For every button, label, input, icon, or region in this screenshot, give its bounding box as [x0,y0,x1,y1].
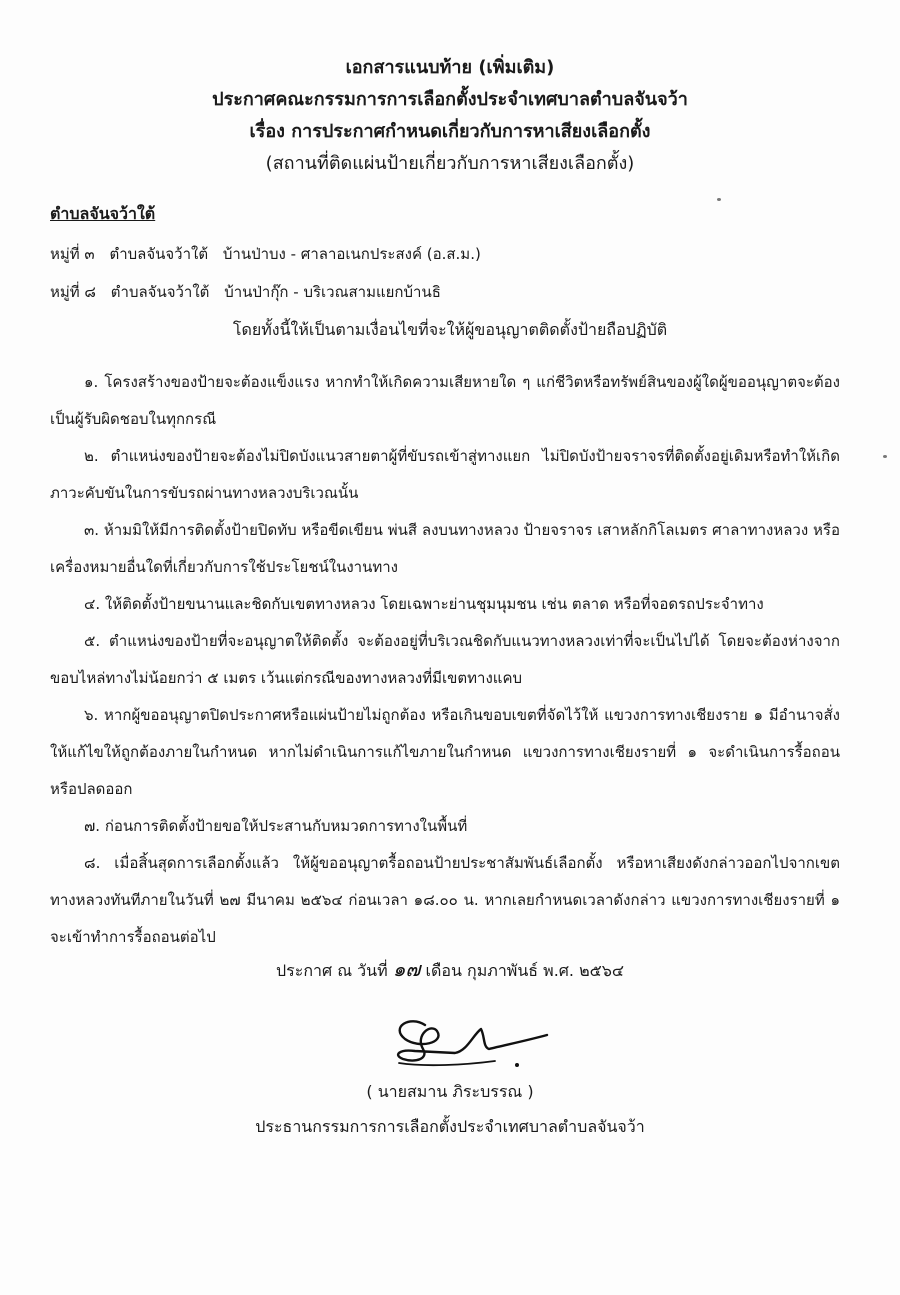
document-header [60,52,840,180]
header-attachment-title: เอกสารแนบท้าย (เพิ่มเติม) [345,57,555,78]
section-title-tambon: ตำบลจันจว้าใต้ [50,204,156,223]
scan-speck [717,198,721,201]
condition-item: ๖. หากผู้ขออนุญาตปิดประกาศหรือแผ่นป้ายไม่ถูกต้อง หรือเกินขอบเขตที่จัดไว้ให้ แขวงการทางเชียงราย ๑ มีอำนาจสั่งให้แก้ไขให้ถูกต้องภายในกำหนด หากไม่ดำเนินการแก้ไขภายในกำหนด แขวงการทางเชียงรายที่ ๑ จะดำเนินการรื้อถอน หรือปลดออก [50,706,840,798]
announcement-date [60,953,840,985]
condition-item: ๕. ตำแหน่งของป้ายที่จะอนุญาตให้ติดตั้ง จะต้องอยู่ที่บริเวณชิดกับแนวทางหลวงเท่าที่จะเป็นไปได้ โดยจะต้องห่างจากขอบไหล่ทางไม่น้อยกว่า ๕ เมตร เว้นแต่กรณีของทางหลวงที่มีเขตทางแคบ [50,632,840,687]
scan-speck [883,455,887,458]
condition-item: ๗. ก่อนการติดตั้งป้ายขอให้ประสานกับหมวดการทางในพื้นที่ [84,817,468,835]
condition-item: ๒. ตำแหน่งของป้ายจะต้องไม่ปิดบังแนวสายตาผู้ที่ขับรถเข้าสู่ทางแยก ไม่ปิดบังป้ายจราจรที่ติดตั้งอยู่เดิมหรือทำให้เกิดภาวะคับขันในการขับรถผ่านทางหลวงบริเวณนั้น [50,447,840,502]
header-announcement-title: ประกาศคณะกรรมการการเลือกตั้งประจำเทศบาลตำบลจันจว้า [212,89,688,110]
signer-name: ( นายสมาน ภิระบรรณ ) [366,1082,534,1101]
village-place: บ้านป่าบง - ศาลาอเนกประสงค์ (อ.ส.ม.) [222,245,481,263]
handwritten-day: ๑๗ [392,957,421,981]
village-moo: หมู่ที่ ๘ [50,283,97,301]
announcement-prefix: ประกาศ ณ วันที่ [275,961,388,980]
header-subject: เรื่อง การประกาศกำหนดเกี่ยวกับการหาเสียงเลือกตั้ง [249,121,651,142]
announcement-suffix: เดือน กุมภาพันธ์ พ.ศ. ๒๕๖๔ [425,961,625,980]
village-tambon: ตำบลจันจว้าใต้ [110,283,210,301]
condition-item: ๓. ห้ามมิให้มีการติดตั้งป้ายปิดทับ หรือขีดเขียน พ่นสี ลงบนทางหลวง ป้ายจราจร เสาหลักกิโลเมตร ศาลาทางหลวง หรือเครื่องหมายอื่นใดที่เกี่ยวกับการใช้ประโยชน์ในงานทาง [50,521,840,576]
condition-item: ๑. โครงสร้างของป้ายจะต้องแข็งแรง หากทำให้เกิดความเสียหายใด ๆ แก่ชีวิตหรือทรัพย์สินของผู้ใดผู้ขออนุญาตจะต้องเป็นผู้รับผิดชอบในทุกกรณี [50,373,840,428]
village-place: บ้านป่ากุ๊ก - บริเวณสามแยกบ้านธิ [224,283,441,301]
signature [385,1005,555,1075]
conditions-list [50,364,840,956]
condition-item: ๘. เมื่อสิ้นสุดการเลือกตั้งแล้ว ให้ผู้ขออนุญาตรื้อถอนป้ายประชาสัมพันธ์เลือกตั้ง หรือหาเสียงดังกล่าวออกไปจากเขตทางหลวงทันทีภายในวันที่ ๒๗ มีนาคม ๒๕๖๔ ก่อนเวลา ๑๘.๐๐ น. หากเลยกำหนดเวลาดังกล่าว แขวงการทางเชียงรายที่ ๑ จะเข้าทำการรื้อถอนต่อไป [50,854,840,946]
village-entry [50,280,451,304]
village-moo: หมู่ที่ ๓ [50,245,95,263]
conditions-intro: โดยทั้งนี้ให้เป็นตามเงื่อนไขที่จะให้ผู้ขอนุญาตติดตั้งป้ายถือปฏิบัติ [232,320,668,339]
header-subtitle: (สถานที่ติดแผ่นป้ายเกี่ยวกับการหาเสียงเลือกตั้ง) [265,153,635,174]
condition-item: ๔. ให้ติดตั้งป้ายขนานและชิดกับเขตทางหลวง โดยเฉพาะย่านชุมนุมชน เช่น ตลาด หรือที่จอดรถประจำทาง [84,595,764,613]
signer-title: ประธานกรรมการการเลือกตั้งประจำเทศบาลตำบลจันจว้า [255,1117,645,1136]
village-entry [50,242,491,266]
village-tambon: ตำบลจันจว้าใต้ [109,245,209,263]
